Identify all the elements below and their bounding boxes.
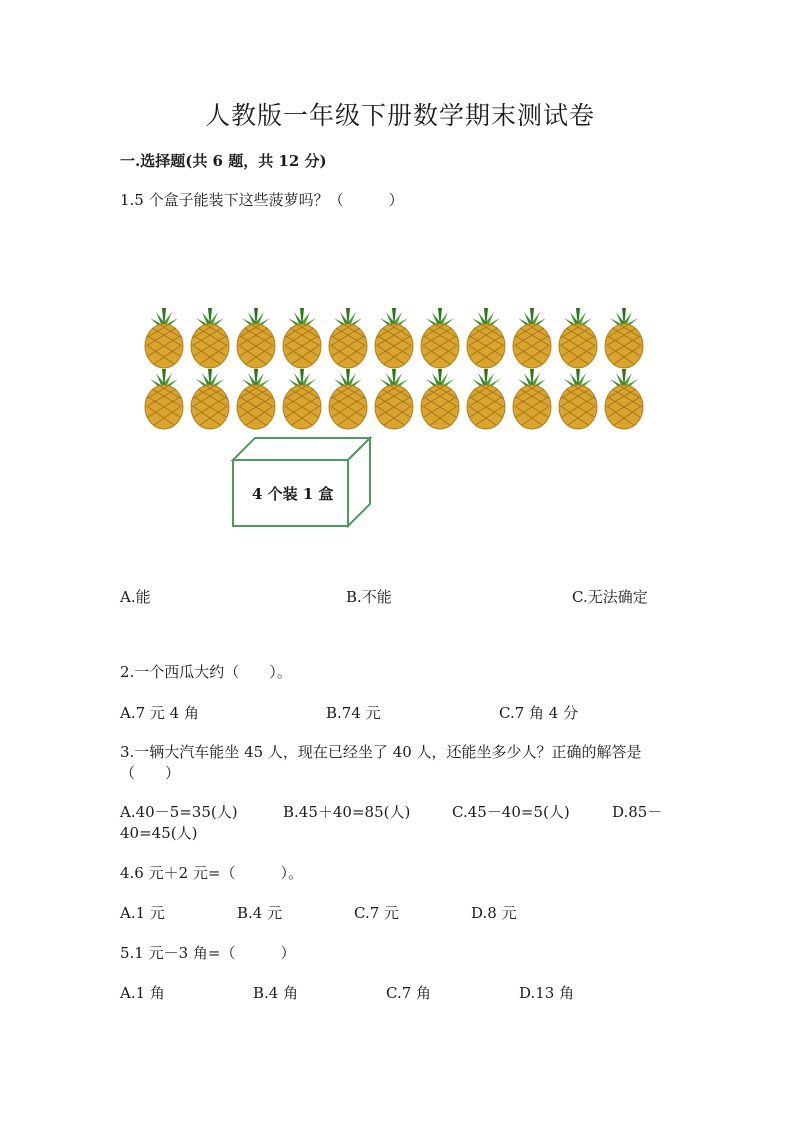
q5-option-b[interactable]: B.4 角 xyxy=(253,984,299,1002)
box-illustration xyxy=(233,438,370,526)
pineapple-icon xyxy=(329,369,367,429)
pineapple-icon xyxy=(375,369,413,429)
q5-option-c[interactable]: C.7 角 xyxy=(386,984,432,1002)
q1-option-b[interactable]: B.不能 xyxy=(346,588,392,606)
pineapple-icon xyxy=(605,369,643,429)
q2-option-c[interactable]: C.7 角 4 分 xyxy=(499,704,579,722)
pineapple-icon xyxy=(421,308,459,368)
q3-option-c[interactable]: C.45－40=5(人) xyxy=(452,803,570,821)
pineapple-icon xyxy=(237,308,275,368)
q3-option-d[interactable]: D.85－ xyxy=(612,803,663,821)
pineapple-icon xyxy=(467,369,505,429)
page-title: 人教版一年级下册数学期末测试卷 xyxy=(204,101,595,130)
pineapple-icon xyxy=(559,369,597,429)
pineapple-icon xyxy=(421,369,459,429)
pineapple-illustration xyxy=(140,300,650,532)
pineapple-icon xyxy=(375,308,413,368)
box-label: 4 个装 1 盒 xyxy=(252,485,334,503)
q3-option-a[interactable]: A.40－5=35(人) xyxy=(120,803,238,821)
q3-option-d-continued: 40=45(人) xyxy=(120,824,198,842)
section-heading: 一.选择题(共 6 题，共 12 分) xyxy=(120,152,327,170)
pineapple-icon xyxy=(513,308,551,368)
q4-option-a[interactable]: A.1 元 xyxy=(120,904,165,922)
q5-option-d[interactable]: D.13 角 xyxy=(519,984,575,1002)
pineapple-icon xyxy=(191,308,229,368)
q1-option-c[interactable]: C.无法确定 xyxy=(572,588,648,606)
pineapple-icon xyxy=(559,308,597,368)
q4-option-c[interactable]: C.7 元 xyxy=(354,904,400,922)
question-5-text: 5.1 元－3 角=（ ） xyxy=(120,944,296,962)
pineapple-icon xyxy=(283,369,321,429)
pineapple-icon xyxy=(467,308,505,368)
pineapple-icon xyxy=(513,369,551,429)
pineapple-icon xyxy=(145,308,183,368)
question-1-text: 1.5 个盒子能装下这些菠萝吗？（ ） xyxy=(120,191,404,209)
q2-option-b[interactable]: B.74 元 xyxy=(326,704,381,722)
q4-option-b[interactable]: B.4 元 xyxy=(237,904,283,922)
pineapple-icon xyxy=(237,369,275,429)
pineapple-icon xyxy=(283,308,321,368)
pineapple-icon xyxy=(145,369,183,429)
pineapple-icon xyxy=(329,308,367,368)
q3-option-b[interactable]: B.45＋40=85(人) xyxy=(283,803,411,821)
q1-option-a[interactable]: A.能 xyxy=(120,588,151,606)
q5-option-a[interactable]: A.1 角 xyxy=(120,984,165,1002)
pineapple-icon xyxy=(605,308,643,368)
question-4-text: 4.6 元＋2 元=（ ）。 xyxy=(120,864,304,882)
q4-option-d[interactable]: D.8 元 xyxy=(471,904,517,922)
question-2-text: 2.一个西瓜大约（ ）。 xyxy=(120,663,292,681)
question-3-blank: （ ） xyxy=(120,764,181,782)
question-3-text: 3.一辆大汽车能坐 45 人，现在已经坐了 40 人，还能坐多少人？正确的解答是 xyxy=(120,743,642,761)
q2-option-a[interactable]: A.7 元 4 角 xyxy=(120,704,199,722)
pineapple-icon xyxy=(191,369,229,429)
